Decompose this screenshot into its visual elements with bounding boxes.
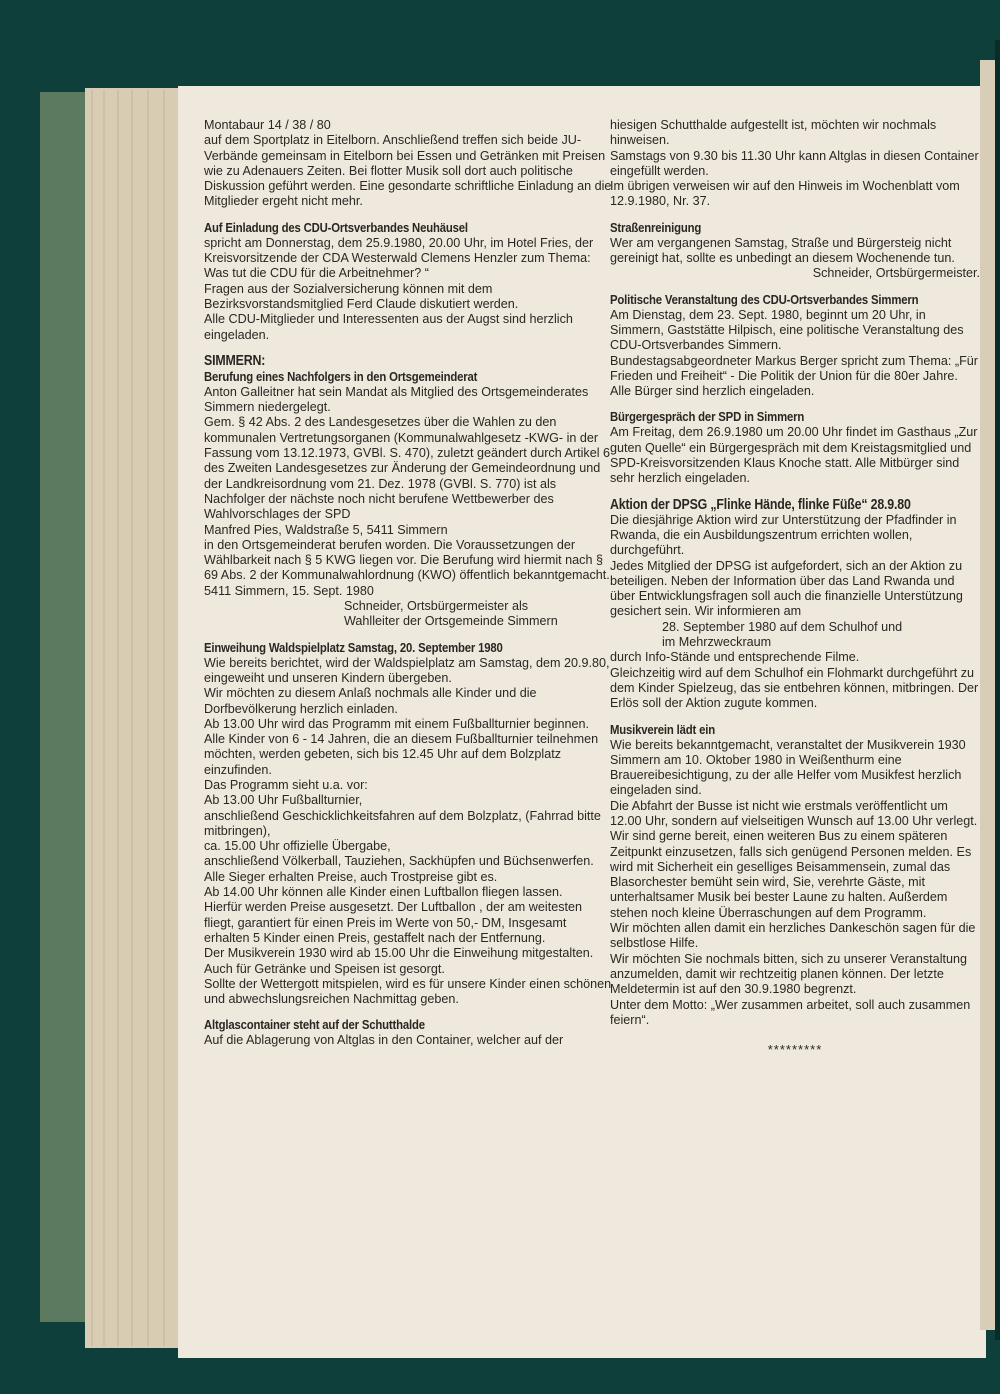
simmern-paragraph-5: 5411 Simmern, 15. Sept. 1980 — [204, 583, 374, 598]
simmern-heading: SIMMERN: — [204, 352, 266, 369]
page-reference: Montabaur 14 / 38 / 80 — [204, 118, 331, 132]
musikverein-paragraph-6: Unter dem Motto: „Wer zusammen arbeitet, soll auch zusammen feiern“. — [610, 997, 971, 1027]
neuhaeusel-section — [204, 220, 614, 343]
neuhaeusel-paragraph-4: Alle CDU-Mitglieder und Interessenten aus der Augst sind herzlich eingeladen. — [204, 312, 573, 342]
waldspielplatz-paragraph-9: anschließend Völkerball, Tauziehen, Sackhüpfen und Büchsenwerfen. — [204, 854, 594, 869]
musikverein-paragraph-3: Wir sind gerne bereit, einen weiteren Bus zu einem späteren Zeitpunkt einzusetzen, falls sich genügend Personen melden. Es wird mit Sicherheit ein geselliges Beisammensein, zumal das Blasorchester bemüht sein wird, Sie, verehrte Gäste, mit unterhaltsamer Musik bei bester Laune zu halten. Außerdem stehen noch kleine Überraschungen auf dem Programm. — [610, 829, 972, 920]
neuhaeusel-paragraph-3: Fragen aus der Sozialversicherung können mit dem Bezirksvorstandsmitglied Ferd Claude diskutiert werden. — [204, 281, 519, 311]
strassenreinigung-heading: Straßenreinigung — [610, 219, 702, 235]
musikverein-paragraph-2: Die Abfahrt der Busse ist nicht wie erstmals veröffentlicht um 12.00 Uhr, sondern auf vielseitigen Wunsch auf 13.00 Uhr verlegt. — [610, 798, 978, 828]
waldspielplatz-paragraph-10: Alle Sieger erhalten Preise, auch Trostpreise gibt es. — [204, 869, 498, 884]
waldspielplatz-paragraph-1: Wie bereits berichtet, wird der Waldspielplatz am Samstag, dem 20.9.80, eingeweiht und unseren Kindern übergeben. — [204, 655, 610, 685]
dpsg-paragraph-3: 28. September 1980 auf dem Schulhof und — [662, 619, 903, 634]
waldspielplatz-paragraph-5: Das Programm sieht u.a. vor: — [204, 777, 368, 792]
right-column — [610, 118, 980, 1057]
politik-paragraph-1: Am Dienstag, dem 23. Sept. 1980, beginnt um 20 Uhr, in Simmern, Gaststätte Hilpisch, eine politische Veranstaltung des CDU-Ortsverbandes Simmern. — [610, 307, 964, 353]
altglas-continuation-2: Samstags von 9.30 bis 11.30 Uhr kann Altglas in diesen Container eingefüllt werden. — [610, 148, 979, 178]
document-page — [180, 100, 980, 1362]
waldspielplatz-section — [204, 640, 614, 1008]
waldspielplatz-paragraph-8: ca. 15.00 Uhr offizielle Übergabe, — [204, 839, 391, 854]
waldspielplatz-paragraph-14: Auch für Getränke und Speisen ist gesorgt. — [204, 961, 445, 976]
spd-paragraph-1: Am Freitag, dem 26.9.1980 um 20.00 Uhr findet im Gasthaus „Zur guten Quelle“ ein Bürgergespräch mit dem Kreistagsmitglied und SPD-Kreisvorsitzenden Klaus Knoche statt. Alle Mitbürger sind sehr herzlich eingeladen. — [610, 425, 978, 486]
waldspielplatz-heading: Einweihung Waldspielplatz Samstag, 20. September 1980 — [204, 639, 503, 655]
waldspielplatz-paragraph-3: Ab 13.00 Uhr wird das Programm mit einem Fußballturnier beginnen. — [204, 716, 589, 731]
strassenreinigung-paragraph-1: Wer am vergangenen Samstag, Straße und Bürgersteig nicht gereinigt hat, sollte es unbedingt an diesem Wochenende tun. — [610, 235, 955, 266]
simmern-paragraph-3: Manfred Pies, Waldstraße 5, 5411 Simmern — [204, 522, 448, 537]
musikverein-paragraph-1: Wie bereits bekanntgemacht, veranstaltet der Musikverein 1930 Simmern am 10. Oktober 1980 in Weißenthurm eine Brauereibesichtigung, zu der alle Helfer vom Musikfest herzlich eingeladen sind. — [610, 737, 966, 798]
simmern-signature-1: Schneider, Ortsbürgermeister als — [344, 599, 529, 614]
dpsg-section — [610, 497, 980, 712]
waldspielplatz-paragraph-15: Sollte der Wettergott mitspielen, wird es für unsere Kinder einen schönen und abwechslungsreichen Nachmittag geben. — [204, 976, 612, 1007]
altglas-continuation — [610, 118, 980, 210]
waldspielplatz-paragraph-4: Alle Kinder von 6 - 14 Jahren, die an diesem Fußballturnier teilnehmen möchten, werden gebeten, sich bis 12.45 Uhr auf dem Bolzplatz einzufinden. — [204, 732, 599, 777]
end-stars: ********* — [767, 1042, 823, 1058]
politik-paragraph-2: Bundestagsabgeordneter Markus Berger spricht zum Thema: „Für Frieden und Freiheit“ - Die Politik der Union für die 80er Jahre. Alle Bürger sind herzlich eingeladen. — [610, 353, 978, 399]
simmern-paragraph-4: in den Ortsgemeinderat berufen worden. Die Voraussetzungen der Wählbarkeit nach § 5 KWG liegen vor. Die Berufung wird hiermit nach § 69 Abs. 2 der Kommunalwahlordnung (KWO) öffentlich bekanntgemacht. — [204, 537, 610, 583]
politik-section — [610, 292, 980, 400]
dpsg-heading: Aktion der DPSG „Flinke Hände, flinke Füße“ 28.9.80 — [610, 496, 911, 513]
strassenreinigung-section — [610, 220, 980, 282]
dpsg-paragraph-6: Gleichzeitig wird auf dem Schulhof ein Flohmarkt durchgeführt zu dem Kinder Spielzeug, das sie entbehren können, mitbringen. Der Erlös soll der Aktion zugute kommen. — [610, 665, 979, 711]
musikverein-paragraph-4: Wir möchten allen damit ein herzliches Dankeschön sagen für die selbstlose Hilfe. — [610, 921, 976, 951]
musikverein-paragraph-5: Wir möchten Sie nochmals bitten, sich zu unserer Veranstaltung anzumelden, damit wir rechtzeitig planen können. Der letzte Meldetermin ist auf den 30.9.1980 begrenzt. — [610, 951, 967, 997]
musikverein-section — [610, 722, 980, 1029]
musikverein-heading: Musikverein lädt ein — [610, 721, 715, 737]
dpsg-paragraph-4: im Mehrzweckraum — [662, 635, 772, 650]
dpsg-paragraph-2: Jedes Mitglied der DPSG ist aufgefordert, sich an der Aktion zu beteiligen. Neben der Information über das Land Rwanda und über Entwicklungsfragen soll auch die finanzielle Unterstützung gesichert sein. Wir informieren am — [610, 558, 963, 619]
waldspielplatz-paragraph-13: Der Musikverein 1930 wird ab 15.00 Uhr die Einweihung mitgestalten. — [204, 946, 594, 961]
neuhaeusel-paragraph-2: Was tut die CDU für die Arbeitnehmer? “ — [204, 266, 429, 281]
neuhaeusel-paragraph-1: spricht am Donnerstag, dem 25.9.1980, 20.00 Uhr, im Hotel Fries, der Kreisvorsitzende der CDA Westerwald Clemens Henzler zum Thema: — [204, 235, 594, 266]
dpsg-paragraph-5: durch Info-Stände und entsprechende Filme. — [610, 650, 860, 665]
altglas-continuation-1: hiesigen Schutthalde aufgestellt ist, möchten wir nochmals hinweisen. — [610, 118, 937, 148]
waldspielplatz-paragraph-6: Ab 13.00 Uhr Fußballturnier, — [204, 793, 363, 808]
simmern-section — [204, 353, 614, 630]
dpsg-paragraph-1: Die diesjährige Aktion wird zur Unterstützung der Pfadfinder in Rwanda, die ein Ausbildungszentrum errichten wollen, durchgeführt. — [610, 512, 957, 558]
intro-text: auf dem Sportplatz in Eitelborn. Anschließend treffen sich beide JU-Verbände gemeinsam in Eitelborn bei Essen und Getränken mit Preisen wie zu Adenauers Zeiten. Bei flotter Musik soll dort auch politische Diskussion geführt werden. Eine gesondarte schriftliche Einladung an die Mitglieder ergeht nicht mehr. — [204, 133, 612, 209]
politik-heading: Politische Veranstaltung des CDU-Ortsverbandes Simmern — [610, 291, 919, 307]
altglas-continuation-3: Im übrigen verweisen wir auf den Hinweis im Wochenblatt vom 12.9.1980, Nr. 37. — [610, 179, 960, 209]
strassenreinigung-signature: Schneider, Ortsbürgermeister. — [812, 266, 980, 281]
simmern-signature-2: Wahlleiter der Ortsgemeinde Simmern — [344, 614, 558, 629]
altglas-heading: Altglascontainer steht auf der Schutthalde — [204, 1017, 425, 1033]
simmern-paragraph-1: Anton Galleitner hat sein Mandat als Mitglied des Ortsgemeinderates Simmern niedergelegt. — [204, 384, 589, 415]
waldspielplatz-paragraph-11: Ab 14.00 Uhr können alle Kinder einen Luftballon fliegen lassen. — [204, 885, 563, 900]
simmern-subheading: Berufung eines Nachfolgers in den Ortsgemeinderat — [204, 368, 478, 384]
waldspielplatz-paragraph-12: Hierfür werden Preise ausgesetzt. Der Luftballon , der am weitesten fliegt, garantiert für einen Preis im Werte von 50,- DM, Insgesamt erhalten 5 Kinder einen Preis, gestaffelt nach der Entfernung. — [204, 900, 582, 945]
left-column — [204, 118, 614, 1049]
waldspielplatz-paragraph-2: Wir möchten zu diesem Anlaß nochmals alle Kinder und die Dorfbevölkerung herzlich einladen. — [204, 686, 537, 716]
simmern-paragraph-2: Gem. § 42 Abs. 2 des Landesgesetzes über die Wahlen zu den kommunalen Vertretungsorganen (Kommunalwahlgesetz -KWG- in der Fassung vom 13.12.1973, GVBl. S. 470), zuletzt geändert durch Artikel 6 des Zweiten Landesgesetzes zur Änderung der Gemeindeordnung und der Landkreisordnung vom 21. Dez. 1978 (GVBl. S. 770) ist als Nachfolger der nächste noch nicht berufene Wettbewerber des Wahlvorschlages der SPD — [204, 415, 611, 522]
spd-heading: Bürgergespräch der SPD in Simmern — [610, 409, 805, 425]
spd-section — [610, 409, 980, 486]
altglas-section — [204, 1017, 614, 1048]
neuhaeusel-heading: Auf Einladung des CDU-Ortsverbandes Neuhäusel — [204, 219, 468, 235]
altglas-paragraph-1: Auf die Ablagerung von Altglas in den Container, welcher auf der — [204, 1033, 564, 1048]
waldspielplatz-paragraph-7: anschließend Geschicklichkeitsfahren auf dem Bolzplatz, (Fahrrad bitte mitbringen), — [204, 808, 601, 838]
